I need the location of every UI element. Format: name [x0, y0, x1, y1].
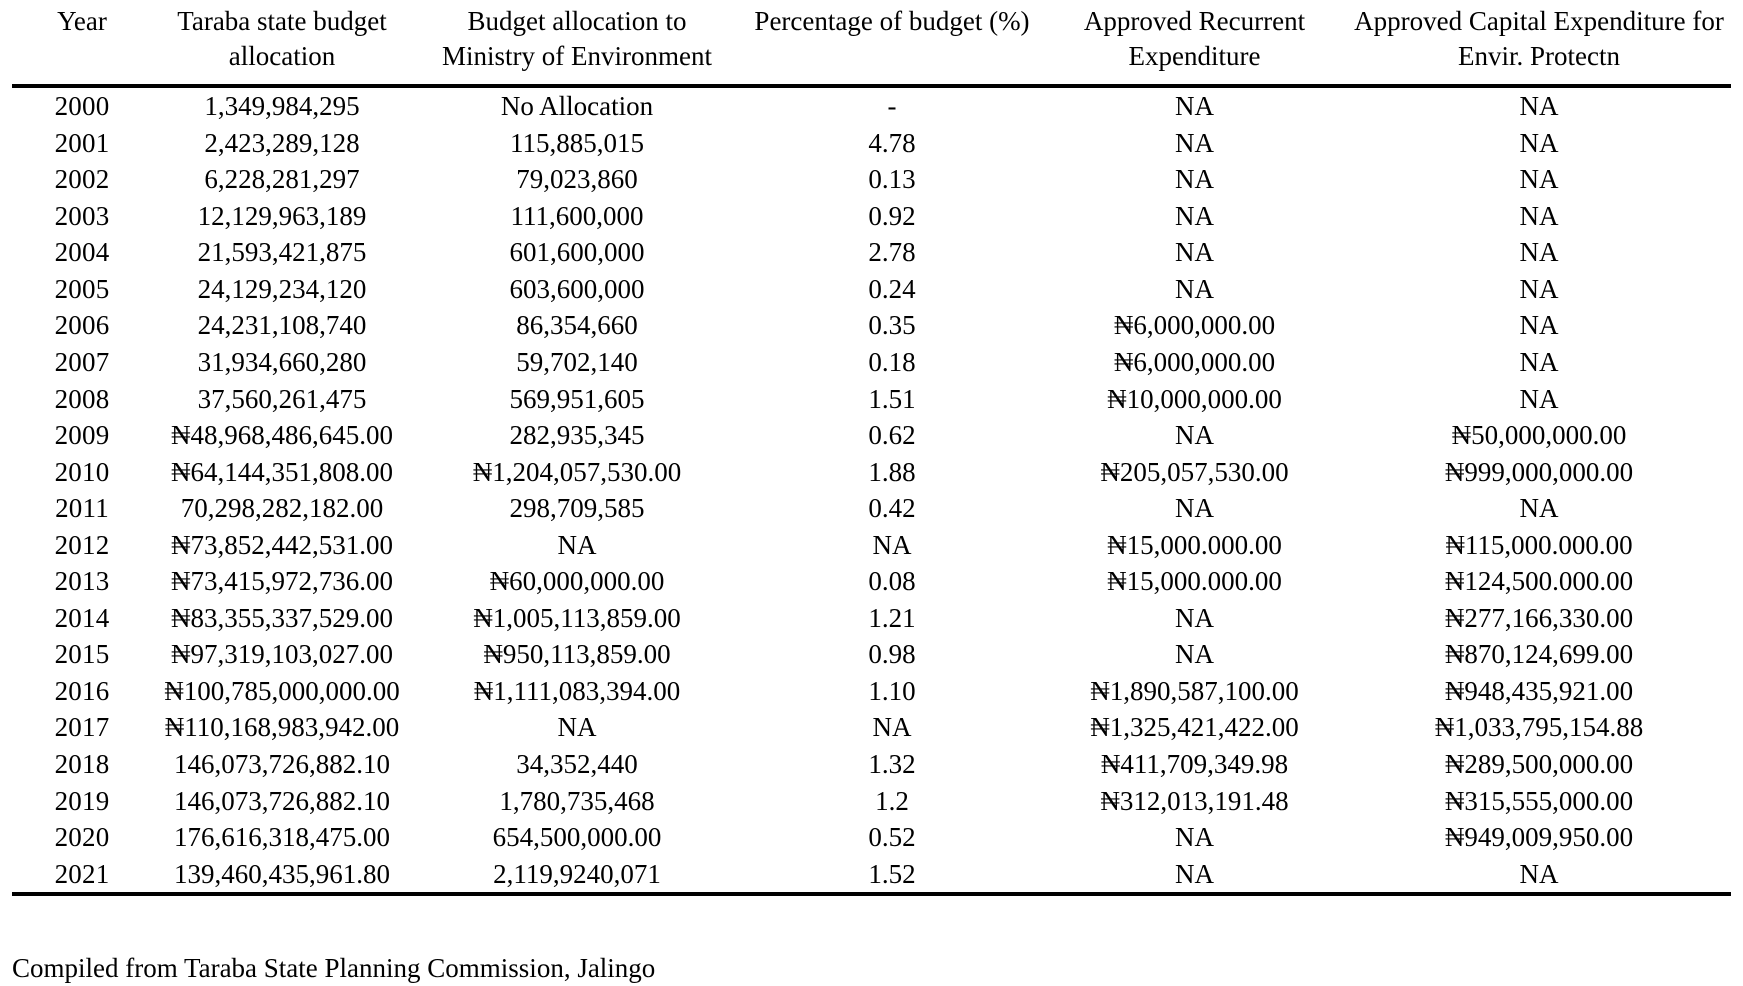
- table-row: [12, 600, 1731, 637]
- table-row: [12, 271, 1731, 308]
- cell-ministry: 2,119,9240,071: [493, 858, 661, 889]
- table-row: [12, 381, 1731, 418]
- cell-ministry: 282,935,345: [509, 420, 645, 451]
- column-header-ministry: Budget allocation to Ministry of Environment: [442, 6, 712, 72]
- column-header-year: Year: [57, 6, 107, 36]
- cell-recurrent: NA: [1175, 858, 1214, 889]
- cell-pct: 1.88: [868, 456, 916, 487]
- cell-capital: ₦50,000,000.00: [1451, 420, 1627, 451]
- cell-recurrent: NA: [1175, 493, 1214, 524]
- cell-year: 2013: [54, 566, 110, 597]
- cell-budget: 6,228,281,297: [204, 164, 360, 195]
- cell-year: 2011: [55, 493, 109, 524]
- cell-budget: 24,231,108,740: [197, 310, 367, 341]
- cell-budget: 1,349,984,295: [204, 91, 360, 122]
- cell-recurrent: NA: [1175, 237, 1214, 268]
- cell-year: 2007: [54, 347, 110, 378]
- cell-year: 2021: [54, 858, 110, 889]
- cell-pct: 0.08: [868, 566, 916, 597]
- cell-ministry: 1,780,735,468: [499, 785, 655, 816]
- cell-capital: ₦870,124,699.00: [1444, 639, 1634, 670]
- cell-ministry: ₦950,113,859.00: [483, 639, 671, 670]
- cell-pct: 1.10: [868, 675, 916, 706]
- cell-ministry: ₦60,000,000.00: [489, 566, 665, 597]
- cell-year: 2009: [54, 420, 110, 451]
- cell-year: 2008: [54, 383, 110, 414]
- cell-ministry: 111,600,000: [510, 200, 644, 231]
- cell-ministry: 569,951,605: [509, 383, 645, 414]
- cell-pct: 0.92: [868, 200, 916, 231]
- column-header-recurrent: Approved Recurrent Expenditure: [1083, 6, 1306, 72]
- cell-recurrent: ₦15,000.000.00: [1107, 529, 1282, 560]
- cell-ministry: 86,354,660: [516, 310, 638, 341]
- table-row: [12, 307, 1731, 344]
- cell-ministry: ₦1,204,057,530.00: [472, 456, 682, 487]
- table-row: [12, 563, 1731, 600]
- cell-pct: 1.21: [868, 602, 916, 633]
- cell-year: 2010: [54, 456, 110, 487]
- cell-year: 2002: [54, 164, 110, 195]
- cell-budget: 139,460,435,961.80: [174, 858, 390, 889]
- cell-budget: ₦73,852,442,531.00: [171, 529, 393, 560]
- cell-pct: 0.35: [868, 310, 916, 341]
- cell-pct: 4.78: [868, 127, 916, 158]
- cell-budget: 37,560,261,475: [197, 383, 367, 414]
- table-row: [12, 125, 1731, 162]
- cell-pct: 2.78: [868, 237, 916, 268]
- cell-capital: ₦115,000.000.00: [1445, 529, 1633, 560]
- table-row: [12, 490, 1731, 527]
- cell-ministry: ₦1,005,113,859.00: [473, 602, 681, 633]
- cell-year: 2012: [54, 529, 110, 560]
- cell-ministry: 654,500,000.00: [492, 822, 662, 853]
- cell-year: 2017: [54, 712, 110, 743]
- cell-budget: 21,593,421,875: [197, 237, 367, 268]
- cell-recurrent: NA: [1175, 273, 1214, 304]
- cell-year: 2004: [54, 237, 110, 268]
- cell-budget: 146,073,726,882.10: [174, 785, 390, 816]
- cell-pct: 1.32: [868, 749, 916, 780]
- cell-ministry: 298,709,585: [509, 493, 645, 524]
- cell-recurrent: ₦6,000,000.00: [1113, 347, 1276, 378]
- table-row: [12, 527, 1731, 564]
- cell-year: 2019: [54, 785, 110, 816]
- cell-budget: 70,298,282,182.00: [180, 493, 384, 524]
- table-row: [12, 161, 1731, 198]
- cell-pct: 0.98: [868, 639, 916, 670]
- table-row: [12, 746, 1731, 783]
- cell-capital: NA: [1519, 127, 1559, 158]
- table-row: [12, 709, 1731, 746]
- cell-budget: ₦83,355,337,529.00: [171, 602, 393, 633]
- cell-capital: NA: [1519, 164, 1559, 195]
- cell-recurrent: NA: [1175, 91, 1214, 122]
- cell-year: 2006: [54, 310, 110, 341]
- cell-year: 2003: [54, 200, 110, 231]
- cell-recurrent: ₦10,000,000.00: [1107, 383, 1282, 414]
- cell-budget: ₦97,319,103,027.00: [171, 639, 393, 670]
- cell-year: 2015: [54, 639, 110, 670]
- cell-capital: ₦949,009,950.00: [1444, 822, 1634, 853]
- table-row: [12, 417, 1731, 454]
- cell-recurrent: ₦312,013,191.48: [1100, 785, 1289, 816]
- cell-ministry: No Allocation: [500, 91, 654, 122]
- table-row: [12, 783, 1731, 820]
- table-row: [12, 856, 1731, 895]
- cell-capital: NA: [1519, 310, 1559, 341]
- cell-recurrent: ₦205,057,530.00: [1100, 456, 1289, 487]
- cell-ministry: 34,352,440: [516, 749, 638, 780]
- cell-capital: ₦315,555,000.00: [1444, 785, 1634, 816]
- cell-recurrent: NA: [1175, 164, 1214, 195]
- cell-year: 2001: [54, 127, 110, 158]
- cell-budget: ₦73,415,972,736.00: [171, 566, 393, 597]
- cell-year: 2020: [54, 822, 110, 853]
- cell-recurrent: ₦1,890,587,100.00: [1090, 675, 1299, 706]
- cell-pct: 0.18: [868, 347, 916, 378]
- cell-recurrent: NA: [1175, 200, 1214, 231]
- table-row: [12, 198, 1731, 235]
- cell-pct: 1.51: [868, 383, 916, 414]
- cell-pct: 0.62: [868, 420, 916, 451]
- cell-year: 2005: [54, 273, 110, 304]
- cell-budget: 176,616,318,475.00: [174, 822, 390, 853]
- table-row: [12, 344, 1731, 381]
- cell-budget: ₦64,144,351,808.00: [171, 456, 393, 487]
- cell-budget: ₦100,785,000,000.00: [164, 675, 400, 706]
- cell-ministry: 603,600,000: [509, 273, 645, 304]
- cell-recurrent: ₦6,000,000.00: [1113, 310, 1276, 341]
- table-row: [12, 819, 1731, 856]
- cell-pct: NA: [872, 712, 912, 743]
- cell-year: 2016: [54, 675, 110, 706]
- cell-budget: 24,129,234,120: [197, 273, 367, 304]
- cell-ministry: 601,600,000: [509, 237, 645, 268]
- table-header: [12, 0, 1731, 86]
- cell-pct: 0.13: [868, 164, 916, 195]
- cell-budget: 146,073,726,882.10: [174, 749, 390, 780]
- cell-capital: NA: [1519, 493, 1559, 524]
- cell-recurrent: NA: [1175, 127, 1214, 158]
- cell-capital: ₦277,166,330.00: [1444, 602, 1634, 633]
- cell-capital: ₦948,435,921.00: [1444, 675, 1634, 706]
- cell-pct: NA: [872, 529, 912, 560]
- table-body: [12, 86, 1731, 894]
- cell-ministry: 59,702,140: [516, 347, 638, 378]
- cell-capital: NA: [1519, 347, 1559, 378]
- cell-year: 2000: [54, 91, 110, 122]
- table-row: [12, 86, 1731, 125]
- column-header-budget: Taraba state budget allocation: [177, 6, 387, 72]
- cell-pct: -: [887, 91, 897, 122]
- cell-pct: 0.52: [868, 822, 916, 853]
- cell-pct: 1.52: [868, 858, 916, 889]
- column-header-percentage: Percentage of budget (%): [754, 6, 1030, 36]
- source-note: Compiled from Taraba State Planning Commission, Jalingo: [12, 953, 656, 983]
- taraba-budget-allocation-table: [12, 0, 1731, 896]
- cell-capital: NA: [1519, 273, 1559, 304]
- cell-capital: ₦124,500.000.00: [1444, 566, 1634, 597]
- cell-capital: NA: [1519, 200, 1559, 231]
- cell-budget: 31,934,660,280: [197, 347, 367, 378]
- column-header-capital: Approved Capital Expenditure for Envir. Protectn: [1354, 6, 1724, 72]
- cell-budget: 2,423,289,128: [204, 127, 360, 158]
- cell-ministry: ₦1,111,083,394.00: [473, 675, 681, 706]
- cell-budget: ₦110,168,983,942.00: [164, 712, 400, 743]
- cell-capital: ₦1,033,795,154.88: [1434, 712, 1644, 743]
- table-header-row: [12, 0, 1731, 86]
- cell-recurrent: ₦411,709,349.98: [1100, 749, 1289, 780]
- cell-pct: 1.2: [875, 785, 909, 816]
- table-row: [12, 673, 1731, 710]
- cell-capital: NA: [1519, 91, 1559, 122]
- cell-capital: NA: [1519, 858, 1559, 889]
- cell-recurrent: NA: [1175, 602, 1214, 633]
- cell-recurrent: NA: [1175, 639, 1214, 670]
- cell-capital: NA: [1519, 383, 1559, 414]
- cell-capital: NA: [1519, 237, 1559, 268]
- table-row: [12, 636, 1731, 673]
- cell-year: 2018: [54, 749, 110, 780]
- cell-budget: ₦48,968,486,645.00: [171, 420, 393, 451]
- cell-recurrent: NA: [1175, 420, 1214, 451]
- cell-recurrent: ₦1,325,421,422.00: [1090, 712, 1299, 743]
- cell-budget: 12,129,963,189: [197, 200, 367, 231]
- cell-ministry: 79,023,860: [516, 164, 638, 195]
- cell-year: 2014: [54, 602, 110, 633]
- cell-ministry: NA: [557, 529, 597, 560]
- cell-pct: 0.24: [868, 273, 916, 304]
- table-row: [12, 454, 1731, 491]
- cell-ministry: NA: [557, 712, 597, 743]
- cell-recurrent: ₦15,000.000.00: [1107, 566, 1282, 597]
- cell-pct: 0.42: [868, 493, 916, 524]
- cell-ministry: 115,885,015: [510, 127, 644, 158]
- cell-capital: ₦999,000,000.00: [1444, 456, 1634, 487]
- cell-recurrent: NA: [1175, 822, 1214, 853]
- cell-capital: ₦289,500,000.00: [1444, 749, 1634, 780]
- table-row: [12, 234, 1731, 271]
